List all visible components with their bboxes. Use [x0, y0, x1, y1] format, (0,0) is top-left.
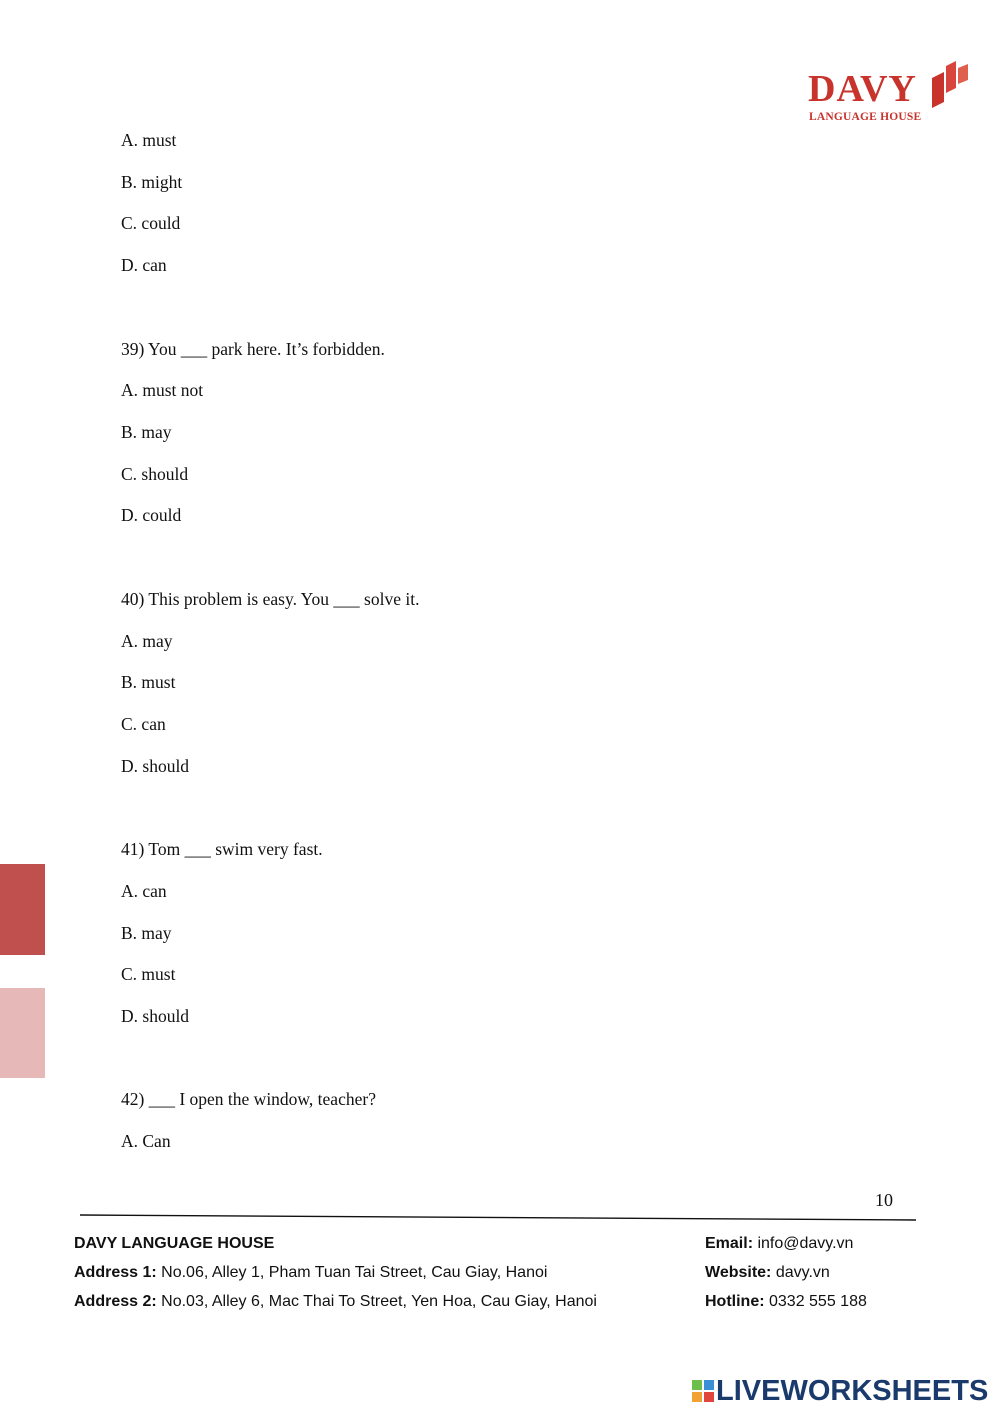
footer-address-1 [74, 1265, 547, 1281]
question-40-stem: 40) This problem is easy. You ___ solve it. [121, 589, 420, 609]
option-b: B. must [121, 672, 176, 692]
hotline-value: 0332 555 188 [764, 1293, 867, 1310]
email-value[interactable]: info@davy.vn [753, 1235, 854, 1252]
side-bar-light [0, 988, 45, 1078]
question-42-stem: 42) ___ I open the window, teacher? [121, 1089, 376, 1109]
option-a: A. must not [121, 380, 204, 400]
liveworksheets-brand [692, 1376, 992, 1406]
option-c: C. should [121, 464, 189, 484]
flag-icon [930, 58, 972, 108]
option-a: A. must [121, 130, 177, 150]
option-c: C. could [121, 213, 181, 233]
footer-address-2 [74, 1294, 597, 1310]
liveworksheets-icon [692, 1380, 714, 1402]
address-1-value: No.06, Alley 1, Pham Tuan Tai Street, Cau Giay, Hanoi [156, 1264, 548, 1281]
address-2-label: Address 2: [74, 1293, 157, 1310]
address-2-value: No.03, Alley 6, Mac Thai To Street, Yen Hoa, Cau Giay, Hanoi [156, 1293, 597, 1310]
hotline-label: Hotline: [705, 1293, 765, 1310]
liveworksheets-text: LIVEWORKSHEETS [716, 1375, 989, 1407]
question-39-stem: 39) You ___ park here. It’s forbidden. [121, 339, 385, 359]
page-number: 10 [875, 1190, 893, 1210]
logo-subtitle: LANGUAGE HOUSE [809, 111, 922, 123]
option-c: C. must [121, 964, 176, 984]
option-d: D. should [121, 756, 190, 776]
option-a: A. can [121, 881, 167, 901]
footer-email [705, 1236, 853, 1252]
footer-divider [80, 1213, 916, 1222]
website-label: Website: [705, 1264, 772, 1281]
option-d: D. could [121, 505, 182, 525]
website-value[interactable]: davy.vn [771, 1264, 830, 1281]
option-a: A. Can [121, 1131, 171, 1151]
footer-hotline [705, 1294, 867, 1310]
option-d: D. should [121, 1006, 190, 1026]
option-a: A. may [121, 631, 173, 651]
question-41-stem: 41) Tom ___ swim very fast. [121, 839, 323, 859]
logo-text: DAVY [808, 68, 917, 110]
option-c: C. can [121, 714, 166, 734]
option-b: B. may [121, 923, 172, 943]
footer-website [705, 1265, 830, 1281]
option-b: B. may [121, 422, 172, 442]
side-bar-dark [0, 864, 45, 955]
option-b: B. might [121, 172, 183, 192]
option-d: D. can [121, 255, 167, 275]
footer-company [74, 1236, 274, 1252]
davy-logo [806, 56, 976, 126]
address-1-label: Address 1: [74, 1264, 157, 1281]
email-label: Email: [705, 1235, 754, 1252]
company-name: DAVY LANGUAGE HOUSE [74, 1235, 275, 1252]
